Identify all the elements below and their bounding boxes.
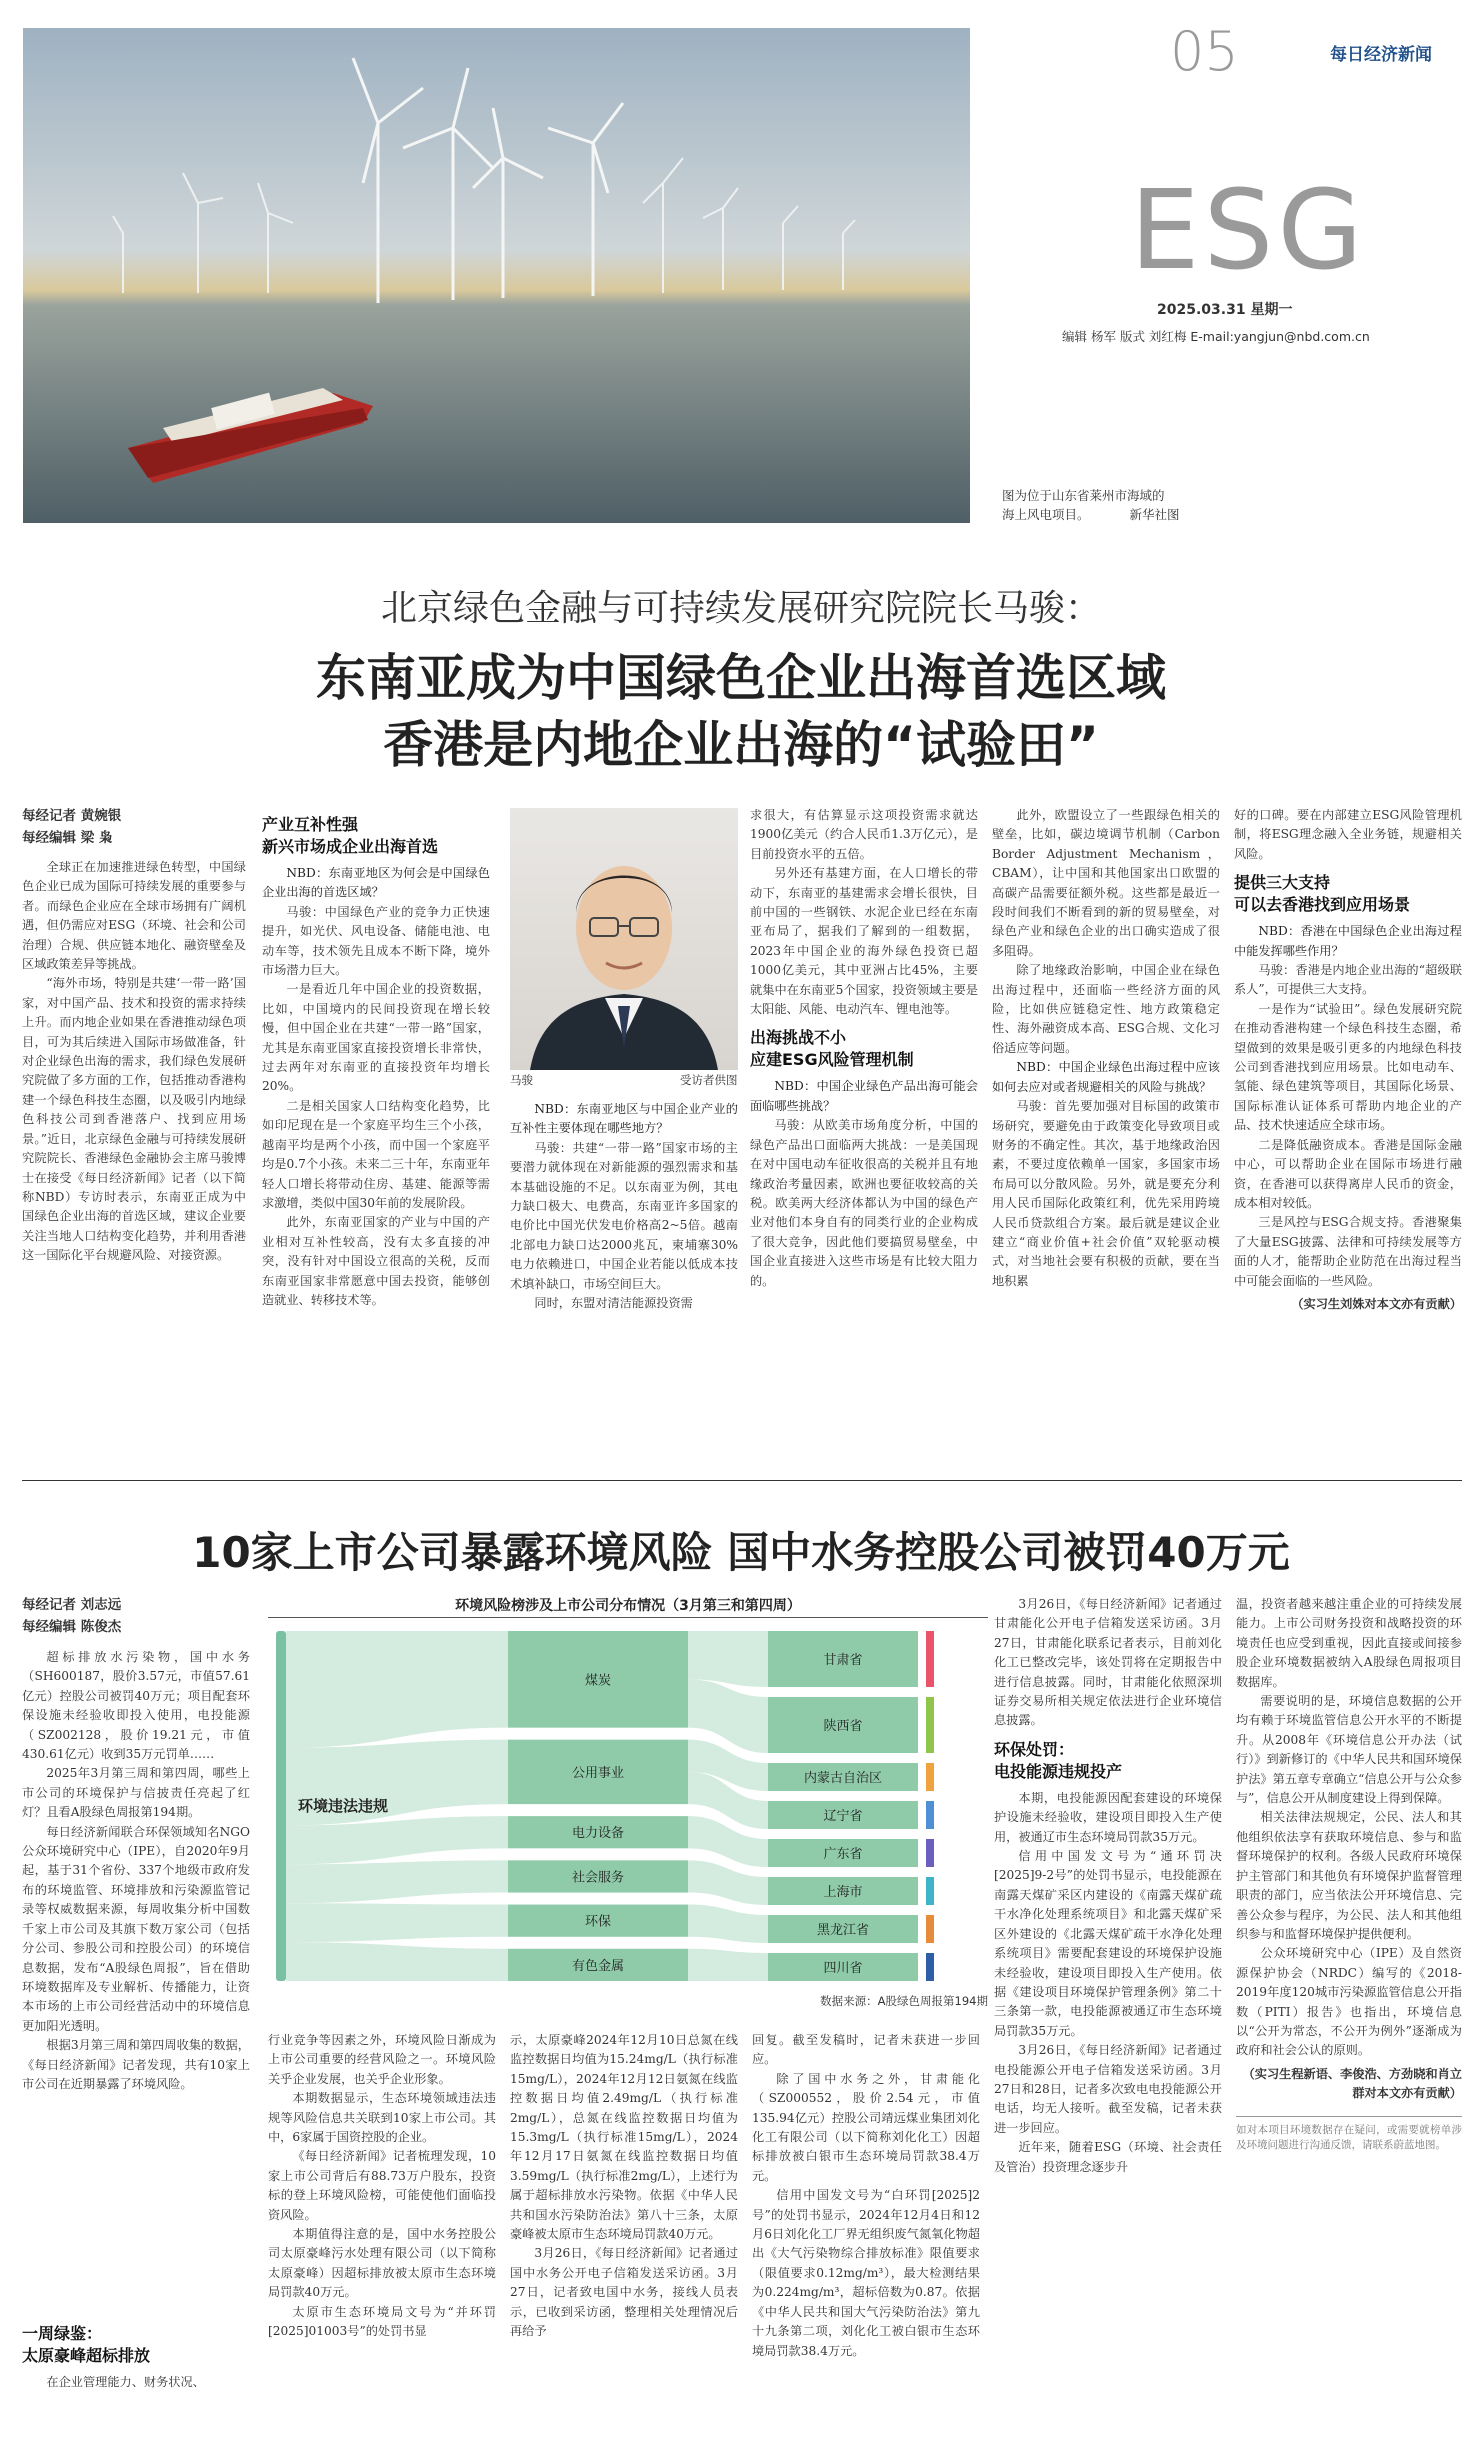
paragraph: 每日经济新闻联合环保领域知名NGO公众环境研究中心（IPE），自2020年9月起，基于31个省份、337个地级市政府发布的环境监管、环境排放和污染源监管记录等权威数据来源，每周收集分析中国数千家上市公司及其旗下数万家公司（包括分公司、参股公司和控股公司）的环境信息数据，发布“A股绿色周报”，旨在借助环境数据库及专业解析、传播能力，让资本市场的上市公司经营活动中的环境信息更加阳光透明。 — [22, 1824, 250, 2033]
caption-line: 海上风电项目。 — [1002, 507, 1090, 522]
article1-headline-2: 香港是内地企业出海的“试验田” — [383, 716, 1099, 774]
paragraph: 相关法律法规规定，公民、法人和其他组织依法享有获取环境信息、参与和监督环境保护的权利。各级人民政府环境保护主管部门和其他负有环境保护监督管理职责的部门，应当依法公开环境信息、完善公众参与程序，为公民、法人和其他组织参与和监督环境保护提供便利。 — [1236, 1810, 1462, 1941]
article1-kicker: 北京绿色金融与可持续发展研究院院长马骏： — [380, 588, 1101, 629]
sankey-link — [688, 1949, 768, 1981]
paragraph: 除了国中水务之外，甘肃能化（SZ000552，股价2.54元，市值135.94亿元）控股公司靖远煤业集团刘化化工有限公司（以下简称刘化化工）因超标排放被白银市生态环境局罚款38.4万元。 — [752, 2071, 980, 2183]
feedback-footnote: 如对本项目环境数据存在疑问，或需要就榜单涉及环境问题进行沟通反馈，请联系蔚蓝地图。 — [1236, 2116, 1462, 2153]
paragraph: 二是降低融资成本。香港是国际金融中心，可以帮助企业在国际市场进行融资，在香港可以获得离岸人民币的资金，成本相对较低。 — [1234, 1137, 1462, 1210]
sankey-label-right: 内蒙古自治区 — [803, 1771, 883, 1786]
article2-headline: 10家上市公司暴露环境风险 国中水务控股公司被罚40万元 — [192, 1528, 1290, 1577]
paragraph: 近年来，随着ESG（环境、社会责任及管治）投资理念逐步升 — [994, 2140, 1222, 2174]
section-divider — [22, 1480, 1462, 1481]
editor-byline: 每经编辑 梁 枭 — [22, 830, 113, 846]
article1-column-3 — [510, 1100, 738, 1313]
section-heading: 提供三大支持 可以去香港找到应用场景 — [1234, 873, 1411, 915]
paragraph: 全球正在加速推进绿色转型，中国绿色企业已成为国际可持续发展的重要参与者。而绿色企业应在全球市场拥有广阔机遇，但仍需应对ESG（环境、社会和公司治理）合规、供应链本地化、融资壁垒及区域政策差异等挑战。 — [22, 860, 246, 972]
portrait-photo — [510, 808, 738, 1070]
paragraph: 马骏：中国绿色产业的竞争力正快速提升，如光伏、风电设备、储能电池、电动车等，技术领先且成本不断下降，境外市场潜力巨大。 — [262, 904, 490, 978]
section-heading: 一周绿鉴： 太原豪峰超标排放 — [22, 2324, 151, 2365]
photo-caption — [1002, 486, 1180, 524]
sankey-node-right-marker — [926, 1953, 934, 1981]
question: NBD：东南亚地区与中国企业产业的互补性主要体现在哪些地方？ — [510, 1102, 738, 1136]
paragraph: 信用中国发文号为“白环罚[2025]2号”的处罚书显示，2024年12月4日和12月6日刘化化工厂界无组织废气氮氧化物超出《大气污染物综合排放标准》限值要求（限值要求0.12mg/m³），最大检测结果为0.224mg/m³，超标倍数为0.87。依据《中华人民共和国大气污染防治法》第九十九条第二项，刘化化工被白银市生态环境局罚款38.4万元。 — [752, 2188, 980, 2358]
paragraph: 二是相关国家人口结构变化趋势，比如印尼现在是一个家庭平均生三个小孩，越南平均是两个小孩，而中国一个家庭平均是0.7个小孩。未来二三十年，东南亚年轻人口增长将带动住房、基建、能源等需求激增，类似中国30年前的发展阶段。 — [262, 1098, 490, 1210]
sankey-link — [688, 1905, 768, 1943]
sankey-node-left — [276, 1631, 286, 1981]
paragraph: 马骏：首先要加强对目标国的政策市场研究，要避免由于政策变化导致项目或财务的不确定性。其次，基于地缘政治因素，不要过度依赖单一国家，多国家市场布局可以分散风险。另外，就是要充分利用人民币国际化政策红利，优先采用跨境人民币贷款组合方案。最后就是建议企业建立“商业价值+社会价值”双轮驱动模式，对当地社会要有积极的贡献，要在当地积累 — [992, 1099, 1220, 1288]
sankey-link — [688, 1860, 768, 1905]
reporter-byline: 每经记者 刘志远 — [22, 1597, 122, 1613]
sankey-node-right-marker — [926, 1915, 934, 1943]
paragraph: 超标排放水污染物，国中水务（SH600187，股价3.57元，市值57.61亿元）控股公司被罚40万元；项目配套环保设施未经验收即投入使用，电投能源（SZ002128，股价19.21元，市值430.61亿元）收到35万元罚单…… — [22, 1650, 250, 1762]
paragraph: 三是风控与ESG合规支持。香港聚集了大量ESG披露、法律和可持续发展等方面的人才，能帮助企业防范在出海过程当中可能会面临的一些风险。 — [1234, 1215, 1462, 1288]
sankey-label-middle: 社会服务 — [571, 1870, 625, 1886]
sankey-label-right: 上海市 — [823, 1885, 863, 1900]
paragraph: 在企业管理能力、财务状况、 — [46, 2375, 205, 2389]
caption-line: 图为位于山东省莱州市海域的 — [1002, 488, 1165, 503]
article1-column-4 — [750, 806, 978, 1291]
editor-byline: 每经编辑 陈俊杰 — [22, 1619, 122, 1635]
paragraph: 本期值得注意的是，国中水务控股公司太原豪峰污水处理有限公司（以下简称太原豪峰）因超标排放被太原市生态环境局罚款40万元。 — [268, 2227, 496, 2300]
paragraph: 同时，东盟对清洁能源投资需 — [534, 1296, 693, 1311]
chart-title-rule — [268, 1617, 988, 1618]
article1-headline-1: 东南亚成为中国绿色企业出海首选区域 — [316, 649, 1166, 707]
paragraph: 行业竞争等因素之外，环境风险日渐成为上市公司重要的经营风险之一。环境风险关乎企业发展，也关乎企业形象。 — [268, 2033, 496, 2086]
sankey-node-right-marker — [926, 1763, 934, 1791]
sankey-node-right-marker — [926, 1839, 934, 1867]
paragraph: 一是看近几年中国企业的投资数据，比如，中国境内的民间投资现在增长较慢，但中国企业在共建“一带一路”国家，尤其是东南亚国家直接投资增长非常快，过去两年对东南亚的直接投资年均增长20%。 — [262, 982, 490, 1094]
wind-farm-photo — [23, 28, 970, 523]
caption-credit: 新华社图 — [1129, 507, 1180, 522]
paragraph: 除了地缘政治影响，中国企业在绿色出海过程中，还面临一些经济方面的风险，比如供应链稳定性、地方政策稳定性、海外融资成本高、ESG合规、文化习俗适应等问题。 — [992, 963, 1220, 1055]
paragraph: 公众环境研究中心（IPE）及自然资源保护协会（NRDC）编写的《2018-2019年度120城市污染源监管信息公开指数（PITI）报告》也指出，环境信息以“公开为常态，不公开为例外”逐渐成为政府和社会公认的原则。 — [1236, 1946, 1462, 2058]
paragraph: 求很大，有估算显示这项投资需求就达1900亿美元（约合人民币1.3万亿元），是目前投资水平的五倍。 — [750, 808, 978, 861]
article2-column-1 — [22, 1648, 250, 2094]
article1-column-5 — [992, 806, 1220, 1291]
sankey-node-right-marker — [926, 1697, 934, 1753]
article2-column-6 — [1236, 1595, 1462, 2153]
question: NBD：中国企业绿色产品出海可能会面临哪些挑战？ — [750, 1079, 978, 1113]
article2-column-2 — [268, 2031, 496, 2342]
paragraph: 示，太原豪峰2024年12月10日总氮在线监控数据日均值为15.24mg/L（执行标准15mg/L），2024年12月12日氨氮在线监控数据日均值2.49mg/L（执行标准2mg/L），总氮在线监控数据日均值为15.3mg/L（执行标准15mg/L），2024年12月17日氨氮在线监控数据日均值3.59mg/L（执行标准2mg/L），上述行为属于超标排放水污染物。依据《中华人民共和国水污染防治法》第八十三条，太原豪峰被太原市生态环境局罚款40万元。 — [510, 2033, 738, 2242]
paragraph: 此外，东南亚国家的产业与中国的产业相对互补性较高，没有太多直接的冲突，没有针对中国设立很高的关税，反而东南亚国家非常愿意中国去投资，能够创造就业、转移技术等。 — [262, 1215, 490, 1307]
paragraph: “海外市场，特别是共建‘一带一路’国家，对中国产品、技术和投资的需求持续上升。而内地企业如果在香港推动绿色项目，可为其后续进入国际市场做准备，针对企业绿色出海的需求，我们绿色发展研究院做了多方面的工作，包括推动香港构建一个绿色科技生态圈，以及吸引内地绿色科技公司到香港落户、找到应用场景。”近日，北京绿色金融与可持续发展研究院院长、香港绿色金融协会主席马骏博士在接受《每日经济新闻》记者（以下简称NBD）专访时表示，东南亚正成为中国绿色企业出海的首选区域，建议企业要关注当地人口结构变化趋势，并利用香港这一国际化平台规避风险、对接资源。 — [22, 976, 246, 1263]
paragraph: 3月26日，《每日经济新闻》记者通过国中水务公开电子信箱发送采访函。3月27日，记者致电国中水务，接线人员表示，已收到采访函，整理相关处理情况后再给予 — [510, 2246, 738, 2339]
paragraph: 好的口碑。要在内部建立ESG风险管理机制，将ESG理念融入全业务链，规避相关风险。 — [1234, 808, 1462, 861]
question: NBD：东南亚地区为何会是中国绿色企业出海的首选区域？ — [262, 866, 490, 900]
article2-column-5 — [994, 1595, 1222, 2177]
sankey-label-right: 辽宁省 — [823, 1809, 863, 1824]
section-heading: 环保处罚： 电投能源违规投产 — [994, 1739, 1123, 1781]
newspaper-name: 每日经济新闻 — [1330, 45, 1432, 65]
sankey-label-middle: 煤炭 — [584, 1673, 612, 1689]
article1-column-1 — [22, 858, 246, 1266]
paragraph: 另外还有基建方面，在人口增长的带动下，东南亚的基建需求会增长很快，目前中国的一些钢铁、水泥企业已经在东南亚布局了，据我们了解到的一组数据，2023年中国企业的海外绿色投资已超1000亿美元，其中亚洲占比45%，主要就集中在东南亚5个国家，投资领域主要是太阳能、风能、电动汽车、锂电池等。 — [750, 866, 978, 1017]
sankey-label-middle: 公用事业 — [571, 1765, 625, 1781]
sankey-label-right: 广东省 — [823, 1847, 863, 1862]
paragraph: 本期，电投能源因配套建设的环境保护设施未经验收，建设项目即投入生产使用，被通辽市生态环境局罚款35万元。 — [994, 1790, 1222, 1844]
sankey-label-middle: 电力设备 — [571, 1826, 625, 1842]
sankey-label-middle: 环保 — [584, 1914, 612, 1930]
paragraph: 2025年3月第三周和第四周，哪些上市公司的环境保护与信披责任亮起了红灯？且看A股绿色周报第194期。 — [22, 1766, 250, 1820]
sankey-link — [286, 1631, 508, 1748]
paragraph: 马骏：香港是内地企业出海的“超级联系人”，可提供三大支持。 — [1234, 963, 1462, 997]
sankey-link — [688, 1631, 768, 1687]
paragraph: 太原市生态环境局文号为“并环罚[2025]01003号”的处罚书显 — [268, 2304, 496, 2339]
paragraph: 此外，欧盟设立了一些跟绿色相关的壁垒，比如，碳边境调节机制（Carbon Border Adjustment Mechanism，CBAM），让中国和其他国家出口欧盟的高碳产品需要征额外税。这些都是最近一段时间我们不断看到的新的贸易壁垒，对绿色产业和绿色企业的出口确实造成了很多阻碍。 — [992, 808, 1220, 958]
paragraph: 温，投资者越来越注重企业的可持续发展能力。上市公司财务投资和战略投资的环境责任也应受到重视，因此直接或间接参股企业环境数据被纳入A股绿色周报项目数据库。 — [1236, 1597, 1462, 1689]
portrait-credit: 受访者供图 — [680, 1073, 738, 1087]
sankey-label-right: 四川省 — [823, 1961, 863, 1976]
paragraph: 《每日经济新闻》记者梳理发现，10家上市公司背后有88.73万户股东，投资标的登上环境风险榜，可能使他们面临投资风险。 — [268, 2149, 496, 2222]
sankey-chart — [268, 1595, 988, 2015]
sankey-link — [286, 1860, 508, 1903]
paragraph: 回复。截至发稿时，记者未获进一步回应。 — [752, 2033, 980, 2067]
question: NBD：香港在中国绿色企业出海过程中能发挥哪些作用？ — [1234, 924, 1462, 958]
sankey-plot — [268, 1625, 988, 1985]
paragraph: 根据3月第三周和第四周收集的数据，《每日经济新闻》记者发现，共有10家上市公司在近期暴露了环境风险。 — [22, 2038, 250, 2091]
paragraph: 本期数据显示，生态环境领域违法违规等风险信息共关联到10家上市公司。其中，6家属于国资控股的企业。 — [268, 2091, 496, 2145]
wind-farm-illustration — [23, 28, 970, 523]
sankey-link — [286, 1942, 508, 1981]
sankey-node-right-marker — [926, 1631, 934, 1687]
section-heading: 产业互补性强 新兴市场成企业出海首选 — [262, 815, 439, 856]
sankey-node-right-marker — [926, 1801, 934, 1829]
paragraph: 一是作为“试验田”。绿色发展研究院在推动香港构建一个绿色科技生态圈，希望做到的效果是吸引更多的内地绿色科技公司到香港找到应用场景。比如电动车、氢能、绿色建筑等项目，其国际化场景、国际标准认证体系可帮助内地企业的产品、技术快速适应全球市场。 — [1234, 1001, 1462, 1133]
paragraph: 马骏：从欧美市场角度分析，中国的绿色产品出口面临两大挑战：一是美国现在对中国电动车征收很高的关税并且有地缘政治考量因素，欧洲也要征收较高的关税。欧美两大经济体都认为中国的绿色产业对他们本身自有的同类行业的企业构成了很大竞争，因此他们要搞贸易壁垒，中国企业直接进入这些市场是有比较大阻力的。 — [750, 1118, 978, 1288]
portrait-illustration — [510, 808, 738, 1070]
article2-column-3 — [510, 2031, 738, 2342]
chart-source: 数据来源：A股绿色周报第194期 — [820, 1994, 988, 2008]
article2-credit: （实习生程新语、李俊浩、方劲晓和肖立群对本文亦有贡献） — [1242, 2066, 1462, 2101]
paragraph: 3月26日，《每日经济新闻》记者通过甘肃能化公开电子信箱发送采访函。3月27日，甘肃能化联系记者表示，目前刘化化工已整改完毕，该处罚将在定期报告中进行信息披露。同时，甘肃能化依照深圳证券交易所相关规定依法进行企业环境信息披露。 — [994, 1597, 1222, 1728]
article2-column-1b — [22, 2323, 250, 2392]
section-heading: 出海挑战不小 应建ESG风险管理机制 — [750, 1028, 914, 1070]
sankey-label-right: 甘肃省 — [823, 1653, 863, 1668]
paragraph: 信用中国发文号为“通环罚决[2025]9-2号”的处罚书显示，电投能源在南露天煤矿采区内建设的《南露天煤矿疏干水净化处理系统项目》和北露天煤矿采区外建设的《北露天煤矿疏干水净化处理系统项目》需要配套建设的环境保护设施未经验收，建设项目即投入生产使用。依据《建设项目环境保护管理条例》第二十三条第一款，电投能源被通辽市生态环境局罚款35万元。 — [994, 1849, 1222, 2038]
sankey-label-right: 陕西省 — [823, 1719, 863, 1734]
article2-column-4 — [752, 2031, 980, 2361]
article1-credit: （实习生刘姝对本文亦有贡献） — [1291, 1296, 1462, 1311]
page-number: 05 — [1170, 20, 1239, 83]
article1-column-6 — [1234, 806, 1462, 1314]
question: NBD：中国企业绿色出海过程中应该如何去应对或者规避相关的风险与挑战？ — [992, 1060, 1220, 1094]
sankey-link — [286, 1903, 508, 1942]
reporter-byline: 每经记者 黄婉银 — [22, 808, 122, 824]
paragraph: 马骏：共建“一带一路”国家市场的主要潜力就体现在对新能源的强烈需求和基本基础设施的不足。以东南亚为例，其电力缺口极大、电费高，东南亚许多国家的电价比中国光伏发电价格高2~5倍。越南北部电力缺口达2000兆瓦，柬埔寨30%电力依赖进口，中国企业若能以低成本技术填补缺口，市场空间巨大。 — [510, 1140, 738, 1291]
issue-date: 2025.03.31 星期一 — [1157, 302, 1293, 318]
paragraph: 需要说明的是，环境信息数据的公开均有赖于环境监管信息公开水平的不断提升。从2008年《环境信息公开办法（试行）》到新修订的《中华人民共和国环境保护法》第五章专章确立“信息公开与公众参与”，信息公开从制度建设上得到保障。 — [1236, 1694, 1462, 1806]
portrait-name: 马骏 — [510, 1073, 533, 1087]
sankey-label-middle: 有色金属 — [571, 1958, 625, 1974]
article1-column-2 — [262, 814, 490, 1310]
sankey-label-left: 环境违法违规 — [298, 1797, 389, 1815]
sankey-node-right-marker — [926, 1877, 934, 1905]
section-title: ESG — [1130, 166, 1367, 294]
chart-title: 环境风险榜涉及上市公司分布情况（3月第三和第四周） — [455, 1598, 801, 1614]
sankey-label-right: 黑龙江省 — [816, 1923, 870, 1938]
paragraph: 3月26日，《每日经济新闻》记者通过电投能源公开电子信箱发送采访函。3月27日和28日，记者多次致电电投能源公开电话，均无人接听。截至发稿，记者未获进一步回应。 — [994, 2043, 1222, 2135]
editor-credits: 编辑 杨军 版式 刘红梅 E-mail:yangjun@nbd.com.cn — [1062, 329, 1370, 344]
